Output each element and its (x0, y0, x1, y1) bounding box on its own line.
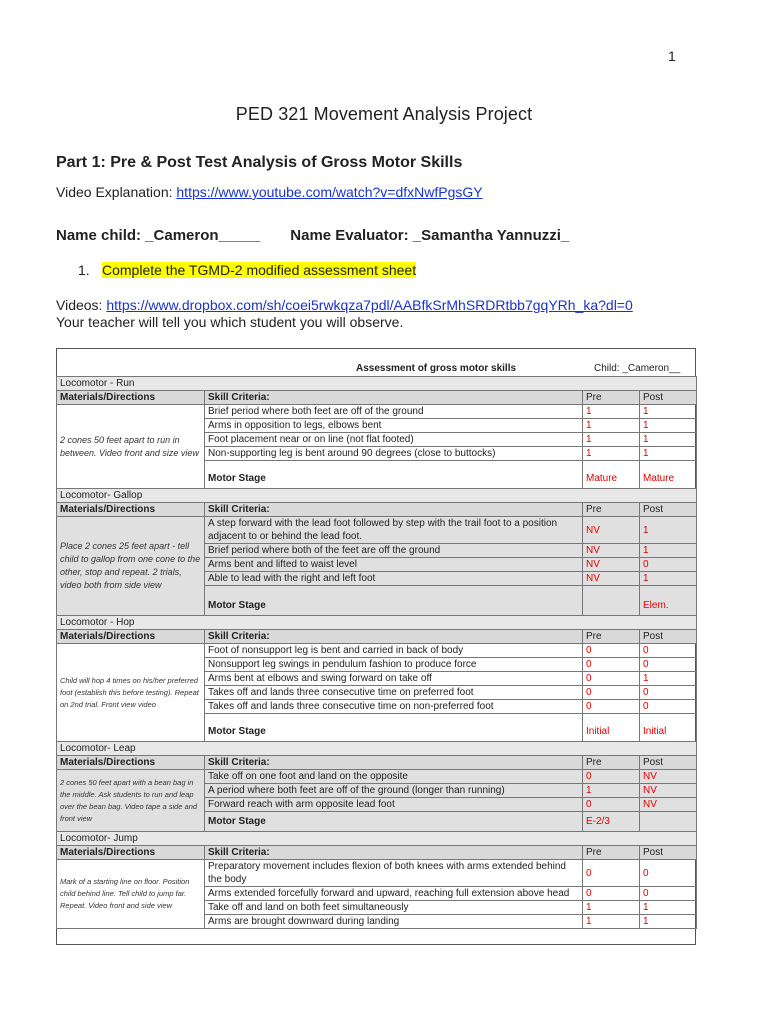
pre-score: 0 (583, 860, 640, 887)
instruction-text: Complete the TGMD-2 modified assessment sheet (102, 262, 417, 278)
videos-note: Your teacher will tell you which student you will observe. (56, 314, 404, 330)
post-header: Post (640, 503, 697, 517)
criteria-text: Brief period where both of the feet are off the ground (205, 544, 583, 558)
materials-header: Materials/Directions (57, 391, 205, 405)
criteria-text: Takes off and lands three consecutive time on preferred foot (205, 686, 583, 700)
stage-pre: Initial (583, 714, 640, 742)
pre-score: 1 (583, 901, 640, 915)
pre-header: Pre (583, 391, 640, 405)
post-header: Post (640, 846, 697, 860)
criteria-text: Forward reach with arm opposite lead foot (205, 798, 583, 812)
materials-header: Materials/Directions (57, 503, 205, 517)
post-score: 1 (640, 901, 697, 915)
pre-header: Pre (583, 756, 640, 770)
videos-block (56, 297, 633, 331)
pre-score: 0 (583, 686, 640, 700)
post-score: NV (640, 770, 697, 784)
name-evaluator: Name Evaluator: _Samantha Yannuzzi_ (290, 227, 570, 244)
criteria-header: Skill Criteria: (205, 756, 583, 770)
motor-stage-label: Motor Stage (205, 714, 583, 742)
videos-label: Videos: (56, 297, 107, 313)
pre-header: Pre (583, 846, 640, 860)
pre-score: 0 (583, 672, 640, 686)
pre-score: NV (583, 544, 640, 558)
post-score: 0 (640, 860, 697, 887)
criteria-text: Brief period where both feet are off of the ground (205, 405, 583, 419)
pre-score: NV (583, 572, 640, 586)
criteria-text: Non-supporting leg is bent around 90 degrees (close to buttocks) (205, 447, 583, 461)
stage-pre: E-2/3 (583, 812, 640, 832)
post-score: 0 (640, 700, 697, 714)
post-score: 1 (640, 915, 697, 929)
criteria-text: Arms are brought downward during landing (205, 915, 583, 929)
stage-pre (583, 586, 640, 616)
pre-header: Pre (583, 630, 640, 644)
video-explanation-label: Video Explanation: (56, 184, 177, 200)
instruction-item (78, 262, 416, 278)
post-score: 1 (640, 405, 697, 419)
stage-post (640, 812, 697, 832)
criteria-text: Foot placement near or on line (not flat footed) (205, 433, 583, 447)
materials-header: Materials/Directions (57, 630, 205, 644)
post-score: 1 (640, 433, 697, 447)
leap-materials: 2 cones 50 feet apart with a bean bag in the middle. Ask students to run and leap over the bean bag. Video tape a side and front view (57, 770, 205, 832)
name-child: Name child: _Cameron_____ (56, 227, 261, 244)
section-jump: Locomotor- Jump (57, 832, 697, 846)
post-header: Post (640, 756, 697, 770)
stage-pre: Mature (583, 461, 640, 489)
criteria-text: Arms in opposition to legs, elbows bent (205, 419, 583, 433)
criteria-text: Nonsupport leg swings in pendulum fashion to produce force (205, 658, 583, 672)
criteria-text: A period where both feet are off of the ground (longer than running) (205, 784, 583, 798)
post-score: 0 (640, 644, 697, 658)
post-header: Post (640, 391, 697, 405)
criteria-text: Arms bent at elbows and swing forward on take off (205, 672, 583, 686)
pre-score: 0 (583, 798, 640, 812)
post-header: Post (640, 630, 697, 644)
pre-score: 0 (583, 770, 640, 784)
post-score: 1 (640, 517, 697, 544)
stage-post: Elem. (640, 586, 697, 616)
post-score: 1 (640, 672, 697, 686)
pre-score: 1 (583, 405, 640, 419)
hop-materials: Child will hop 4 times on his/her preferred foot (establish this before testing). Repeat on 2nd trial. Front view video (57, 644, 205, 742)
pre-score: 0 (583, 644, 640, 658)
pre-score: 0 (583, 887, 640, 901)
post-score: 1 (640, 572, 697, 586)
assessment-child: Child: _Cameron__ (594, 363, 681, 374)
criteria-header: Skill Criteria: (205, 630, 583, 644)
motor-stage-label: Motor Stage (205, 586, 583, 616)
gallop-materials: Place 2 cones 25 feet apart - tell child to gallop from one cone to the other, stop and repeat. 2 trials, video both from side view (57, 517, 205, 616)
stage-post: Initial (640, 714, 697, 742)
section-run: Locomotor - Run (57, 377, 697, 391)
section-gallop: Locomotor- Gallop (57, 489, 697, 503)
criteria-header: Skill Criteria: (205, 391, 583, 405)
assessment-table (56, 376, 697, 929)
pre-score: NV (583, 517, 640, 544)
pre-score: NV (583, 558, 640, 572)
pre-score: 1 (583, 433, 640, 447)
page-title: PED 321 Movement Analysis Project (235, 104, 533, 124)
assessment-header (56, 348, 696, 376)
pre-score: 1 (583, 419, 640, 433)
names-line (56, 227, 569, 244)
section-hop: Locomotor - Hop (57, 616, 697, 630)
video-explanation-link[interactable]: https://www.youtube.com/watch?v=dfxNwfPgsGY (176, 184, 483, 200)
pre-score: 1 (583, 447, 640, 461)
criteria-text: Arms bent and lifted to waist level (205, 558, 583, 572)
criteria-text: Preparatory movement includes flexion of both knees with arms extended behind the body (205, 860, 583, 887)
criteria-text: Arms extended forcefully forward and upward, reaching full extension above head (205, 887, 583, 901)
criteria-text: Takes off and lands three consecutive time on non-preferred foot (205, 700, 583, 714)
page-number: 1 (668, 48, 676, 64)
criteria-header: Skill Criteria: (205, 503, 583, 517)
part1-heading: Part 1: Pre & Post Test Analysis of Gross Motor Skills (56, 154, 463, 171)
pre-score: 0 (583, 700, 640, 714)
criteria-text: Take off and land on both feet simultaneously (205, 901, 583, 915)
post-score: 0 (640, 658, 697, 672)
post-score: 1 (640, 419, 697, 433)
video-explanation (56, 184, 483, 200)
post-score: 0 (640, 887, 697, 901)
criteria-text: A step forward with the lead foot followed by step with the trail foot to a position adjacent to or behind the lead foot. (205, 517, 583, 544)
criteria-text: Able to lead with the right and left foot (205, 572, 583, 586)
stage-post: Mature (640, 461, 697, 489)
materials-header: Materials/Directions (57, 846, 205, 860)
assessment-title: Assessment of gross motor skills (356, 363, 517, 374)
post-score: 0 (640, 558, 697, 572)
videos-link[interactable]: https://www.dropbox.com/sh/coei5rwkqza7pdl/AABfkSrMhSRDRtbb7gqYRh_ka?dl=0 (106, 297, 633, 313)
criteria-text: Foot of nonsupport leg is bent and carried in back of body (205, 644, 583, 658)
criteria-header: Skill Criteria: (205, 846, 583, 860)
run-materials: 2 cones 50 feet apart to run in between. Video front and size view (57, 405, 205, 489)
post-score: NV (640, 784, 697, 798)
post-score: NV (640, 798, 697, 812)
pre-score: 1 (583, 784, 640, 798)
pre-score: 0 (583, 658, 640, 672)
criteria-text: Take off on one foot and land on the opposite (205, 770, 583, 784)
post-score: 1 (640, 544, 697, 558)
section-leap: Locomotor- Leap (57, 742, 697, 756)
pre-score: 1 (583, 915, 640, 929)
pre-header: Pre (583, 503, 640, 517)
motor-stage-label: Motor Stage (205, 812, 583, 832)
jump-materials: Mark of a starting line on floor. Position child behind line. Tell child to jump far. Repeat. Video front and side view (57, 860, 205, 929)
materials-header: Materials/Directions (57, 756, 205, 770)
post-score: 0 (640, 686, 697, 700)
motor-stage-label: Motor Stage (205, 461, 583, 489)
post-score: 1 (640, 447, 697, 461)
instruction-number: 1. (78, 262, 90, 278)
